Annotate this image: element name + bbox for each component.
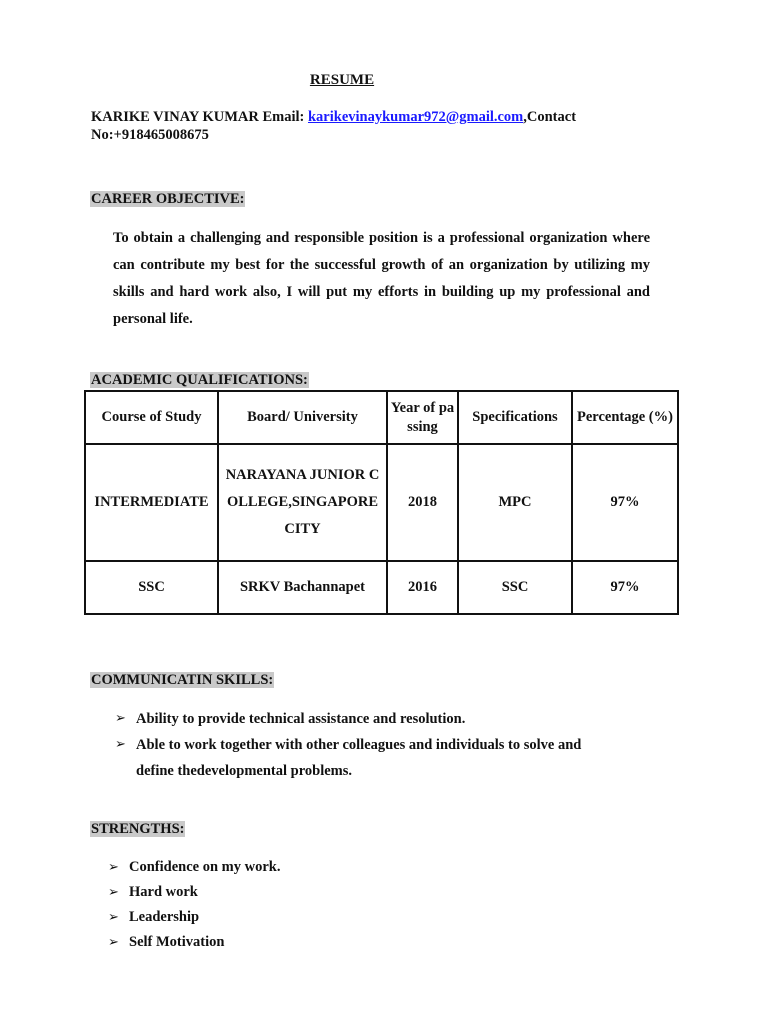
email-link[interactable]: karikevinaykumar972@gmail.com xyxy=(307,109,524,125)
career-objective-text: To obtain a challenging and responsible position is a professional organization where can contribute my best for the successful growth of an organization by utilizing my skills and hard work also, I will put my efforts in building up my professional and personal life. xyxy=(113,230,650,327)
cell-board: SRKV Bachannapet xyxy=(218,561,387,614)
arrow-bullet-icon: ➢ xyxy=(108,935,119,950)
list-item-text: Hard work xyxy=(129,884,198,900)
header-board: Board/ University xyxy=(218,391,387,444)
header-course: Course of Study xyxy=(85,391,218,444)
communication-skills-list xyxy=(115,706,615,784)
cell-percentage: 97% xyxy=(572,444,678,561)
communication-skills-heading: COMMUNICATIN SKILLS: xyxy=(91,672,274,688)
list-item xyxy=(115,732,615,784)
cell-specification: SSC xyxy=(458,561,572,614)
contact-line xyxy=(91,108,651,144)
academic-qualifications-heading: ACADEMIC QUALIFICATIONS: xyxy=(91,372,308,388)
arrow-bullet-icon: ➢ xyxy=(115,737,126,752)
arrow-bullet-icon: ➢ xyxy=(108,885,119,900)
arrow-bullet-icon: ➢ xyxy=(108,860,119,875)
header-year: Year of passing xyxy=(387,391,458,444)
table-header-row xyxy=(85,391,678,444)
table-row xyxy=(85,444,678,561)
cell-specification: MPC xyxy=(458,444,572,561)
cell-percentage: 97% xyxy=(572,561,678,614)
list-item-text: Self Motivation xyxy=(129,934,225,950)
list-item xyxy=(115,706,615,732)
cell-board: NARAYANA JUNIOR COLLEGE,SINGAPORE CITY xyxy=(218,444,387,561)
cell-year: 2016 xyxy=(387,561,458,614)
header-specifications: Specifications xyxy=(458,391,572,444)
name-email-label: KARIKE VINAY KUMAR Email: xyxy=(91,109,308,125)
cell-course: SSC xyxy=(85,561,218,614)
contact-number: ,Contact No:+918465008675 xyxy=(91,109,577,143)
list-item xyxy=(108,855,508,880)
qualifications-table xyxy=(84,390,679,615)
list-item-text: Ability to provide technical assistance and resolution. xyxy=(136,711,466,727)
cell-course: INTERMEDIATE xyxy=(85,444,218,561)
career-objective-heading: CAREER OBJECTIVE: xyxy=(91,191,245,207)
table-row xyxy=(85,561,678,614)
list-item-text: Leadership xyxy=(129,909,200,925)
strengths-list xyxy=(108,855,508,955)
list-item xyxy=(108,880,508,905)
list-item-text: Able to work together with other colleagues and individuals to solve and define thedevelopmental problems. xyxy=(136,737,582,779)
arrow-bullet-icon: ➢ xyxy=(115,711,126,726)
cell-year: 2018 xyxy=(387,444,458,561)
list-item xyxy=(108,905,508,930)
resume-title: RESUME xyxy=(309,72,375,88)
list-item-text: Confidence on my work. xyxy=(129,859,281,875)
arrow-bullet-icon: ➢ xyxy=(108,910,119,925)
list-item xyxy=(108,930,508,955)
strengths-heading: STRENGTHS: xyxy=(91,821,185,837)
header-percentage: Percentage (%) xyxy=(572,391,678,444)
